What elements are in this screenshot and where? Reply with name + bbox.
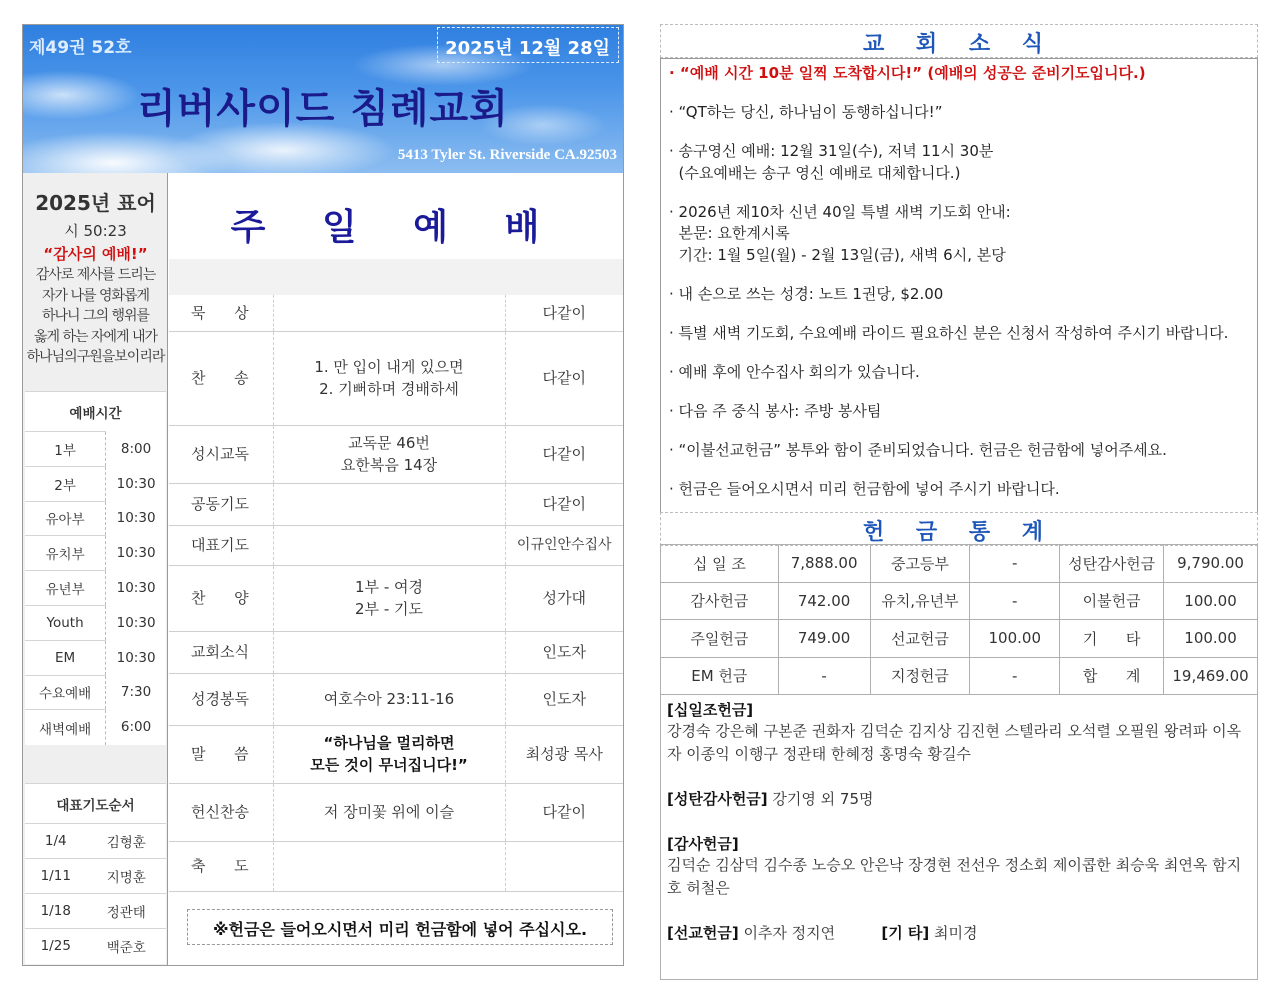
worship-item-content: [273, 525, 505, 565]
service-time: 10:30: [106, 536, 166, 571]
table-row: [25, 929, 166, 964]
table-row: [25, 640, 166, 675]
worship-content-line: 여호수아 23:11-16: [323, 690, 455, 708]
news-title: 교 회 소 식: [660, 24, 1258, 58]
other-label: [기 타]: [881, 924, 930, 942]
table-row: [661, 657, 1258, 695]
prayer-date: 1/11: [25, 859, 87, 894]
table-row: [25, 824, 166, 859]
worship-row: [169, 673, 623, 725]
worship-content-line: 요한복음 14장: [340, 456, 438, 474]
church-address: 5413 Tyler St. Riverside CA.92503: [397, 147, 617, 163]
offering-category: 지정헌금: [870, 657, 970, 695]
worship-row: [169, 331, 623, 425]
worship-item-name: 찬 송: [169, 331, 273, 425]
table-row: [25, 571, 166, 606]
worship-item-person: 인도자: [505, 631, 623, 673]
worship-item-name: 성경봉독: [169, 673, 273, 725]
news-list: [660, 58, 1258, 514]
motto-line: 옳게 하는 자에게 내가: [33, 328, 158, 345]
prayer-date: 1/4: [25, 824, 87, 859]
thanks-label: [감사헌금]: [667, 835, 739, 853]
worship-row: [169, 295, 623, 331]
worship-item-person: 다같이: [505, 295, 623, 331]
offering-amount: 9,790.00: [1164, 545, 1258, 583]
table-row: [25, 501, 166, 536]
prayer-order-title: 대표기도순서: [25, 784, 166, 824]
service-time: 10:30: [106, 571, 166, 606]
offering-category: 선교헌금: [870, 620, 970, 658]
table-row: [661, 582, 1258, 620]
worship-title: 주 일 예 배: [230, 207, 562, 248]
news-item: · 특별 새벽 기도회, 수요예배 라이드 필요하신 분은 신청서 작성하여 주시기 바랍니다.: [669, 323, 1229, 342]
service-times-title: 예배시간: [25, 392, 166, 432]
offering-category: 기 타: [1060, 620, 1164, 658]
service-time: 8:00: [106, 432, 166, 467]
motto-title: 2025년 표어: [35, 191, 156, 215]
worship-title-band: [169, 259, 623, 295]
worship-item-content: [273, 483, 505, 525]
service-name: EM: [25, 640, 106, 675]
offering-stats-title: 헌 금 통 계: [660, 512, 1258, 546]
motto-reference: 시 50:23: [64, 222, 127, 240]
worship-row: [169, 483, 623, 525]
prayer-order-table: [25, 783, 166, 964]
worship-content-line: 교독문 46번: [348, 434, 430, 452]
worship-content-line: 2. 기뻐하며 경배하세: [319, 380, 459, 398]
worship-row: [169, 783, 623, 841]
worship-content-line: 2부 - 기도: [355, 600, 423, 618]
table-row: [25, 536, 166, 571]
worship-content-line: “하나님을 멀리하면: [323, 734, 455, 752]
christmas-group: [667, 788, 1251, 811]
table-row: [661, 620, 1258, 658]
worship-item-content: [273, 331, 505, 425]
table-row: [25, 894, 166, 929]
mission-label: [선교헌금]: [667, 924, 739, 942]
other-names: 최미경: [929, 924, 978, 942]
sidebar: [23, 173, 168, 965]
motto-highlight: “감사의 예배!”: [43, 245, 148, 263]
table-row: [25, 710, 166, 745]
offering-amount: -: [970, 657, 1060, 695]
worship-row: [169, 425, 623, 483]
service-name: Youth: [25, 605, 106, 640]
christmas-names: 강기영 외 75명: [767, 790, 874, 808]
offering-amount: 749.00: [778, 620, 870, 658]
mission-group: [667, 922, 1251, 945]
table-row: [25, 466, 166, 501]
news-item: · 헌금은 들어오시면서 미리 헌금함에 넣어 주시기 바랍니다.: [669, 479, 1060, 498]
worship-item-content: [273, 295, 505, 331]
bulletin-front-page: [22, 24, 624, 966]
motto-line: 하나니 그의 행위를: [41, 308, 150, 324]
service-time: 10:30: [106, 605, 166, 640]
tithe-group: [667, 699, 1251, 766]
offering-notice: ※헌금은 들어오시면서 미리 헌금함에 넣어 주십시오.: [187, 909, 613, 945]
news-item: · 다음 주 중식 봉사: 주방 봉사팀: [669, 401, 882, 420]
worship-item-content: [273, 631, 505, 673]
prayer-date: 1/18: [25, 894, 87, 929]
worship-item-name: 헌신찬송: [169, 783, 273, 841]
thanks-group: [667, 833, 1251, 900]
news-item: · “이불선교헌금” 봉투와 함이 준비되었습니다. 헌금은 헌금함에 넣어주세요.: [669, 440, 1167, 459]
table-row: [25, 859, 166, 894]
worship-content-line: 1부 - 여경: [355, 578, 423, 596]
worship-item-name: 교회소식: [169, 631, 273, 673]
offering-amount: 7,888.00: [778, 545, 870, 583]
service-name: 유아부: [25, 501, 106, 536]
worship-item-name: 성시교독: [169, 425, 273, 483]
offering-category: 십 일 조: [661, 545, 779, 583]
worship-item-name: 묵 상: [169, 295, 273, 331]
table-row: [661, 545, 1258, 583]
news-item: · 송구영신 예배: 12월 31일(수), 저녁 11시 30분 (수요예배는 송구 영신 예배로 대체합니다.): [669, 142, 994, 182]
worship-row: [169, 725, 623, 783]
worship-item-content: [273, 673, 505, 725]
offering-category: 감사헌금: [661, 582, 779, 620]
offering-category: EM 헌금: [661, 657, 779, 695]
offering-category: 유치,유년부: [870, 582, 970, 620]
offering-category: 주일헌금: [661, 620, 779, 658]
worship-row: [169, 841, 623, 891]
worship-content-line: 모든 것이 무너집니다!”: [310, 756, 468, 774]
offering-amount: -: [970, 582, 1060, 620]
offering-names: [660, 694, 1258, 980]
offering-amount: 100.00: [1164, 620, 1258, 658]
offering-amount: 100.00: [970, 620, 1060, 658]
offering-amount: -: [970, 545, 1060, 583]
worship-item-content: [273, 783, 505, 841]
prayer-date: 1/25: [25, 929, 87, 964]
header-banner: [23, 25, 623, 173]
offering-category: 이불헌금: [1060, 582, 1164, 620]
worship-row: [169, 631, 623, 673]
worship-item-content: [273, 425, 505, 483]
worship-item-person: [505, 841, 623, 891]
worship-item-person: 성가대: [505, 565, 623, 631]
worship-item-name: 말 씀: [169, 725, 273, 783]
mission-names: 이추자 정지연: [738, 924, 836, 942]
offering-amount: 19,469.00: [1164, 657, 1258, 695]
service-name: 새벽예배: [25, 710, 106, 745]
service-time: 10:30: [106, 501, 166, 536]
worship-content-line: 1. 만 입이 내게 있으면: [314, 358, 464, 376]
worship-row: [169, 525, 623, 565]
offering-category: 중고등부: [870, 545, 970, 583]
worship-item-content: [273, 565, 505, 631]
tithe-names: 강경숙 강은혜 구본준 권화자 김덕순 김지상 김진현 스텔라리 오석렬 오필원 왕려파 이옥자 이종익 이행구 정관태 한혜정 홍명숙 황길수: [667, 722, 1242, 763]
news-item: · 예배 후에 안수집사 회의가 있습니다.: [669, 362, 920, 381]
service-time: 10:30: [106, 640, 166, 675]
worship-item-content: [273, 841, 505, 891]
service-name: 유치부: [25, 536, 106, 571]
worship-item-name: 대표기도: [169, 525, 273, 565]
offering-stats-table: [660, 544, 1258, 695]
table-row: [25, 432, 166, 467]
bulletin-date: 2025년 12월 28일: [437, 27, 619, 63]
motto-line: 감사로 제사를 드리는: [35, 267, 156, 283]
prayer-person: 정관태: [87, 894, 166, 929]
worship-item-person: 다같이: [505, 483, 623, 525]
table-row: [25, 605, 166, 640]
service-name: 유년부: [25, 571, 106, 606]
bulletin-back-page: [660, 24, 1258, 980]
offering-amount: 100.00: [1164, 582, 1258, 620]
service-times-table: [25, 391, 166, 745]
motto-line: 자가 나를 영화롭게: [41, 287, 150, 304]
service-name: 2부: [25, 466, 106, 501]
news-item: · 2026년 제10차 신년 40일 특별 새벽 기도회 안내: 본문: 요한계시록 기간: 1월 5일(월) - 2월 13일(금), 새벽 6시, 본당: [669, 202, 1011, 264]
service-name: 1부: [25, 432, 106, 467]
thanks-names: 김덕순 김삼덕 김수종 노승오 안은낙 장경현 전선우 정소회 제이콥한 최승욱 최연옥 함지호 허철은: [667, 856, 1242, 897]
offering-amount: 742.00: [778, 582, 870, 620]
worship-item-person: 다같이: [505, 331, 623, 425]
offering-category: 합 계: [1060, 657, 1164, 695]
worship-item-content: [273, 725, 505, 783]
worship-order-table: [169, 295, 623, 892]
table-row: [25, 675, 166, 710]
news-item: · “QT하는 당신, 하나님이 동행하십니다!”: [669, 103, 943, 121]
prayer-person: 백준호: [87, 929, 166, 964]
worship-item-name: 찬 양: [169, 565, 273, 631]
worship-content-line: 저 장미꽃 위에 이슬: [323, 803, 455, 821]
worship-item-person: 최성광 목사: [505, 725, 623, 783]
service-time: 6:00: [106, 710, 166, 745]
tithe-label: [십일조헌금]: [667, 701, 754, 719]
volume-number: 제49권 52호: [29, 38, 132, 58]
church-name: 리버사이드 침례교회: [137, 86, 509, 132]
worship-item-person: 다같이: [505, 783, 623, 841]
service-time: 10:30: [106, 466, 166, 501]
year-motto: [23, 177, 168, 407]
service-name: 수요예배: [25, 675, 106, 710]
service-time: 7:30: [106, 675, 166, 710]
prayer-person: 지명훈: [87, 859, 166, 894]
worship-item-name: 축 도: [169, 841, 273, 891]
worship-item-name: 공동기도: [169, 483, 273, 525]
offering-category: 성탄감사헌금: [1060, 545, 1164, 583]
motto-line: 하나님의구원을보이리라: [26, 349, 165, 365]
worship-item-person: 인도자: [505, 673, 623, 725]
news-item: · “예배 시간 10분 일찍 도착합시다!” (예배의 성공은 준비기도입니다.): [669, 64, 1146, 82]
news-item: · 내 손으로 쓰는 성경: 노트 1권당, $2.00: [669, 284, 944, 303]
offering-amount: -: [778, 657, 870, 695]
prayer-person: 김형훈: [87, 824, 166, 859]
motto-text: [23, 265, 168, 368]
worship-row: [169, 565, 623, 631]
christmas-label: [성탄감사헌금]: [667, 790, 768, 808]
worship-item-person: 이규인안수집사: [505, 525, 623, 565]
worship-item-person: 다같이: [505, 425, 623, 483]
